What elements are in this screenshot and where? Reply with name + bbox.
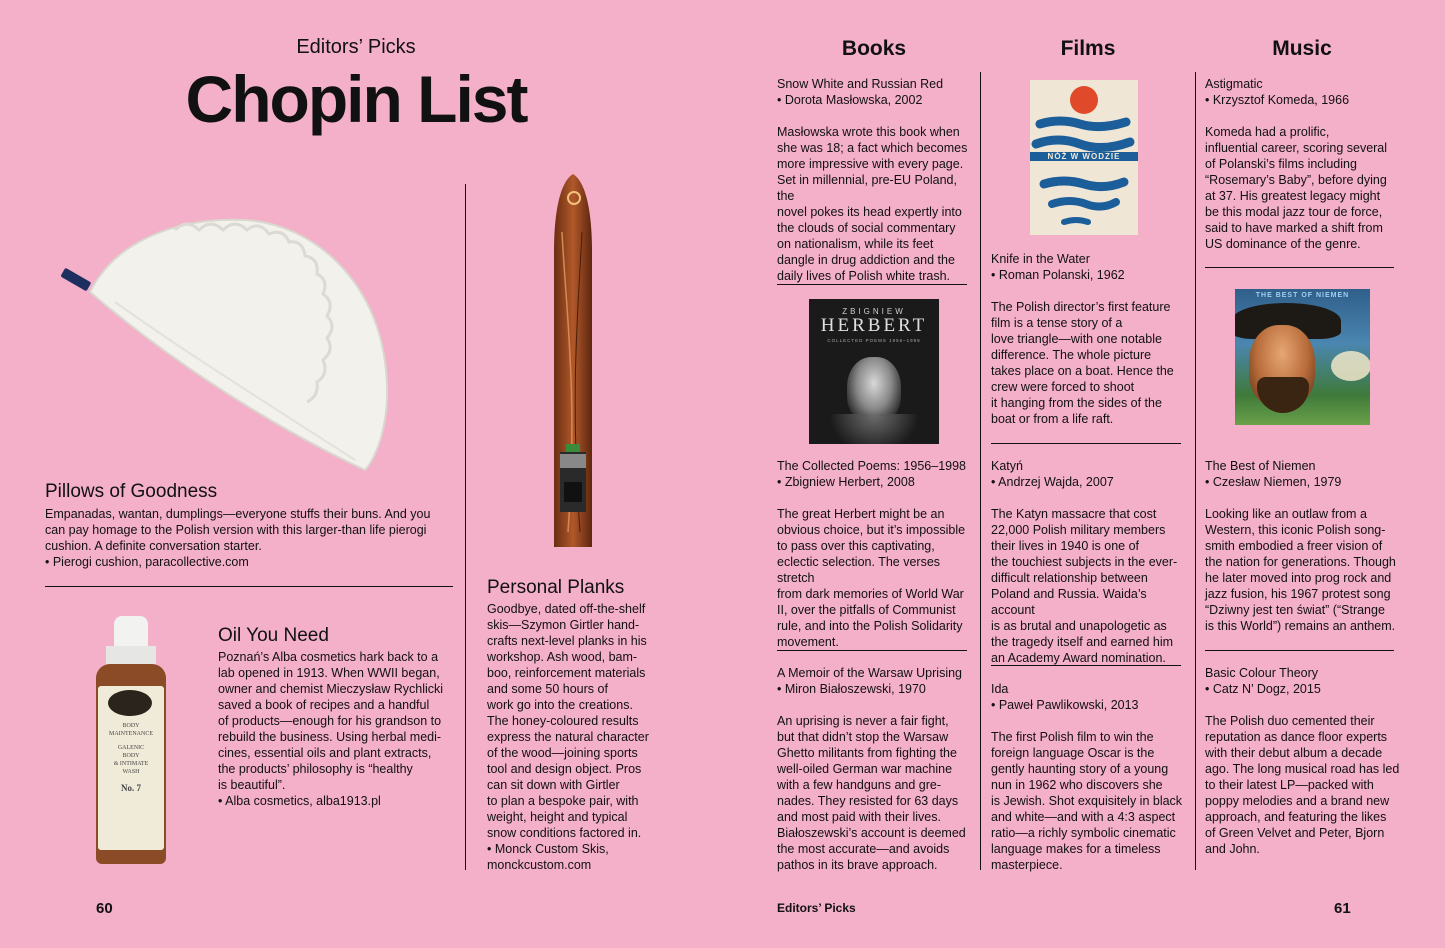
film-title: Knife in the Water	[991, 252, 1090, 266]
footer-section-label: Editors’ Picks	[777, 901, 856, 915]
book-title: Snow White and Russian Red	[777, 77, 944, 91]
bottle-label-number: No. 7	[121, 783, 141, 793]
book-credit: • Dorota Masłowska, 2002	[777, 93, 923, 107]
column-heading-music: Music	[1272, 37, 1332, 60]
ski-image	[548, 172, 598, 552]
column-heading-films: Films	[1060, 37, 1116, 60]
bottle-label-line: GALENIC	[117, 745, 145, 751]
right-column-rule-2	[1195, 72, 1196, 870]
left-divider	[45, 586, 453, 587]
film-body: The first Polish film to win the foreign language Oscar is the gently haunting story of a young nun in 1962 who discovers she is Jewish. Shot exquisitely in black and white—and with a 4:3 aspect ratio—a richly symbolic cinematic language makes for a timeless masterpiece.	[991, 730, 1183, 872]
column-heading-books: Books	[841, 37, 907, 60]
book-body: An uprising is never a fair fight, but that didn’t stop the Warsaw Ghetto militants from fighting the well-oiled German war machine with a few handguns and gre- nades. They resisted for 63 days and most paid with their lives. Białoszewski’s account is deemed the most accurate—and avoids pathos in its brave approach.	[777, 714, 966, 872]
film-entry	[991, 251, 1191, 427]
book-entry	[777, 665, 977, 873]
music-body: Komeda had a prolific, influential career, scoring several of Polanski’s films including “Rosemary’s Baby”, before dying at 37. His greatest legacy might be this modal jazz tour de force, said to have marked a shift from US dominance of the genre.	[1205, 125, 1388, 251]
knife-in-the-water-poster	[1030, 80, 1138, 235]
water-pattern-icon	[1030, 114, 1138, 234]
bottle-label-line: & INTIMATE	[113, 761, 149, 767]
music-divider	[1205, 267, 1394, 268]
bottle-label-line: BODY	[122, 753, 140, 759]
books-divider	[777, 284, 967, 285]
music-credit: • Czesław Niemen, 1979	[1205, 475, 1342, 489]
music-body: Looking like an outlaw from a Western, this iconic Polish song- smith embodied a freer vision of the nation for generations. Though he later moved into prog rock and jazz fusion, his 1967 protest song “Dziwny jest ten świat” (“Strange is this World”) remains an anthem.	[1205, 507, 1396, 633]
section-kicker: Editors’ Picks	[296, 36, 416, 58]
film-title: Ida	[991, 682, 1009, 696]
music-entry	[1205, 76, 1405, 252]
sun-icon	[1070, 86, 1098, 114]
film-entry	[991, 681, 1191, 873]
pierogi-cushion-image	[55, 212, 400, 480]
oil-bottle-image	[94, 616, 168, 868]
book-title: A Memoir of the Warsaw Uprising	[777, 666, 963, 680]
niemen-album-cover	[1235, 289, 1370, 425]
oil-heading: Oil You Need	[218, 625, 329, 646]
bottle-label-line: WASH	[122, 769, 140, 775]
films-divider	[991, 665, 1181, 666]
oil-body: Poznań’s Alba cosmetics hark back to a lab opened in 1913. When WWII began, owner and chemist Mieczysław Rychlicki saved a book of recipes and a handful of products—enough for his grandson to rebuild the business. Using herbal medi- cines, essential oils and plant extracts, the products’ philosophy is “healthy is beautiful”. • Alba cosmetics, alba1913.pl	[218, 650, 444, 808]
book-title: The Collected Poems: 1956–1998	[777, 459, 967, 473]
film-credit: • Paweł Pawlikowski, 2013	[991, 698, 1139, 712]
bottle-logo-icon	[108, 690, 152, 716]
films-divider	[991, 443, 1181, 444]
film-credit: • Andrzej Wajda, 2007	[991, 475, 1114, 489]
book-credit: • Zbigniew Herbert, 2008	[777, 475, 915, 489]
music-entry	[1205, 665, 1405, 857]
film-title: Katyń	[991, 459, 1023, 473]
music-entry	[1205, 458, 1405, 634]
page-number-left: 60	[96, 900, 113, 917]
album-cover-text: THE BEST OF NIEMEN	[1255, 292, 1350, 299]
bottle-label-line: MAINTENANCE	[109, 731, 153, 737]
music-title: Basic Colour Theory	[1205, 666, 1319, 680]
right-column-rule-1	[980, 72, 981, 870]
music-credit: • Catz N’ Dogz, 2015	[1205, 682, 1321, 696]
film-body: The Polish director’s first feature film is a tense story of a love triangle—with one notable difference. The whole picture takes place on a boat. Hence the crew were forced to shoot it hanging from the sides of the boat or from a life raft.	[991, 300, 1174, 426]
book-credit: • Miron Białoszewski, 1970	[777, 682, 926, 696]
books-divider	[777, 650, 967, 651]
film-body: The Katyn massacre that cost 22,000 Polish military members their lives in 1940 is one of the touchiest subjects in the ever- difficult relationship between Poland and Russia. Waida’s account is as brutal and unapologetic as the tragedy itself and earned him an Academy Award nomination.	[991, 507, 1178, 665]
cover-line: ZBIGNIEW	[842, 307, 906, 316]
music-title: The Best of Niemen	[1205, 459, 1316, 473]
cover-line: COLLECTED POEMS 1956–1998	[827, 338, 921, 343]
herbert-book-cover	[809, 299, 939, 444]
page-title: Chopin List	[185, 62, 527, 136]
pillows-body: Empanadas, wantan, dumplings—everyone stuffs their buns. And you can pay homage to the Polish version with this larger-than life pierogi cushion. A definite conversation starter. • Pierogi cushion, paracollective.com	[45, 507, 431, 569]
book-body: The great Herbert might be an obvious choice, but it’s impossible to pass over this captivating, eclectic selection. The verses stretch from dark memories of World War II, over the pitfalls of Communist rule, and into the Polish Solidarity movement.	[777, 507, 966, 649]
poster-title: NÓŻ W WODZIE	[1030, 152, 1138, 161]
music-divider	[1205, 650, 1394, 651]
music-body: The Polish duo cemented their reputation as dance floor experts with their debut album a decade ago. The long musical road has led to their latest LP—packed with poppy melodies and a brand new approach, and featuring the likes of Green Velvet and Peter, Bjorn and John.	[1205, 714, 1400, 856]
planks-body: Goodbye, dated off-the-shelf skis—Szymon Girtler hand- crafts next-level planks in his workshop. Ash wood, bam- boo, reinforcement materials and some 50 hours of work go into the creations. The honey-coloured results express the natural character of the wood—joining sports tool and design object. Pros can sit down with Girtler to plan a bespoke pair, with weight, height and typical snow conditions factored in. • Monck Custom Skis, monckcustom.com	[487, 602, 649, 872]
book-body: Masłowska wrote this book when she was 18; a fact which becomes more impressive with every page. Set in millennial, pre-EU Poland, the novel pokes its head expertly into the clouds of social commentary on nationalism, while its feet dangle in drug addiction and the daily lives of Polish white trash.	[777, 125, 968, 283]
book-entry	[777, 458, 977, 650]
planks-heading: Personal Planks	[487, 577, 625, 598]
book-entry	[777, 76, 977, 284]
pillows-heading: Pillows of Goodness	[45, 481, 218, 502]
film-credit: • Roman Polanski, 1962	[991, 268, 1125, 282]
music-title: Astigmatic	[1205, 77, 1263, 91]
music-credit: • Krzysztof Komeda, 1966	[1205, 93, 1350, 107]
left-column-rule	[465, 184, 466, 870]
cover-line: HERBERT	[820, 315, 928, 336]
bottle-label-line: BODY	[122, 723, 140, 729]
page-number-right: 61	[1334, 900, 1351, 917]
film-entry	[991, 458, 1191, 666]
